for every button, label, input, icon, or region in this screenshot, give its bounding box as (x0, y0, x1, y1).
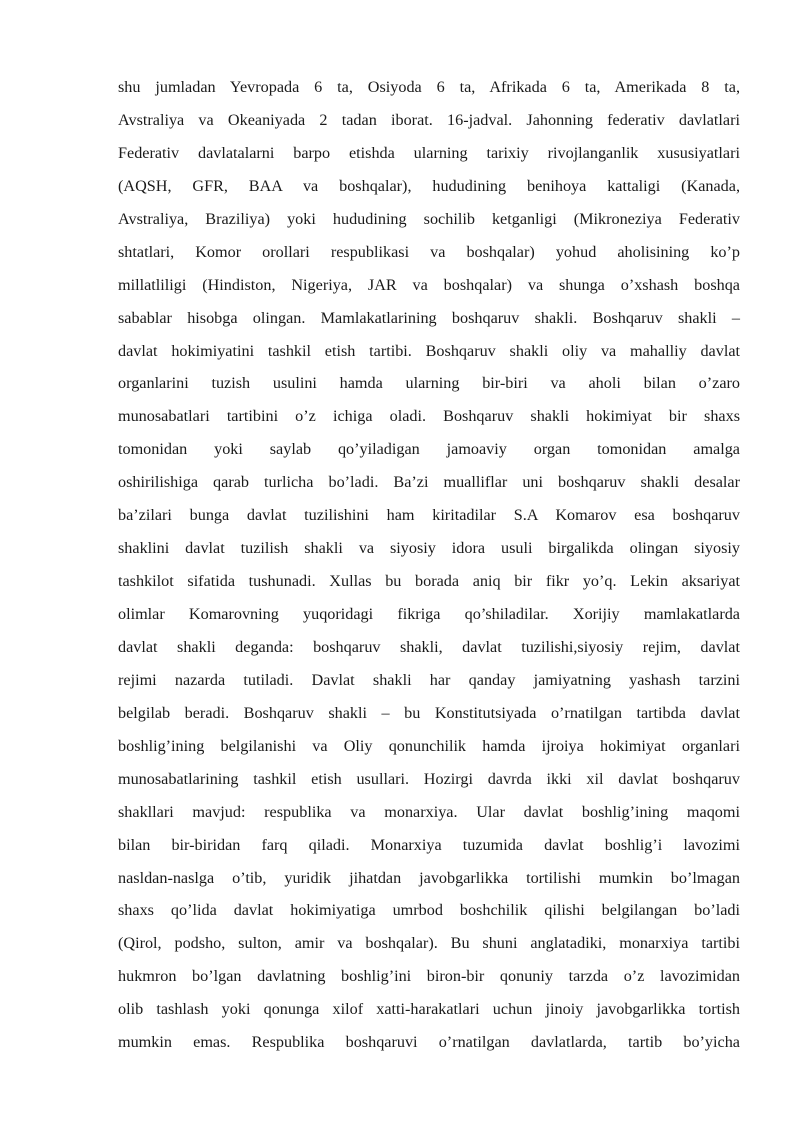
text-line: bilan bir-biridan farq qiladi. Monarxiya tuzumida davlat boshlig’i lavozimi (118, 835, 740, 854)
text-line: Avstraliya va Okeaniyada 2 tadan iborat. 16-jadval. Jahonning federativ davlatlari (118, 110, 740, 129)
text-line: mumkin emas. Respublika boshqaruvi o’rnatilgan davlatlarda, tartib bo’yicha (118, 1033, 740, 1052)
text-line: shtatlari, Komor orollari respublikasi va boshqalar) yohud aholisining ko’p (118, 242, 740, 261)
text-line: ba’zilari bunga davlat tuzilishini ham kiritadilar S.A Komarov esa boshqaruv (118, 506, 740, 525)
body-text (118, 71, 740, 1059)
text-line: shu jumladan Yevropada 6 ta, Osiyoda 6 ta, Afrikada 6 ta, Amerikada 8 ta, (118, 78, 740, 96)
text-line: (Qirol, podsho, sulton, amir va boshqalar). Bu shuni anglatadiki, monarxiya tartibi (118, 934, 740, 953)
text-line: shaklini davlat tuzilish shakli va siyosiy idora usuli birgalikda olingan siyosiy (118, 539, 740, 558)
text-line: olimlar Komarovning yuqoridagi fikriga qo’shiladilar. Xorijiy mamlakatlarda (118, 605, 740, 623)
text-line: tashkilot sifatida tushunadi. Xullas bu borada aniq bir fikr yo’q. Lekin aksariyat (118, 572, 740, 591)
text-line: organlarini tuzish usulini hamda ularning bir-biri va aholi bilan o’zaro (118, 374, 740, 393)
text-line: shaxs qo’lida davlat hokimiyatiga umrbod boshchilik qilishi belgilangan bo’ladi (118, 901, 740, 920)
text-line: boshlig’ining belgilanishi va Oliy qonunchilik hamda ijroiya hokimiyat organlari (118, 736, 740, 755)
text-line: nasldan-naslga o’tib, yuridik jihatdan javobgarlikka tortilishi mumkin bo’lmagan (118, 868, 740, 887)
text-line: shakllari mavjud: respublika va monarxiya. Ular davlat boshlig’ining maqomi (118, 802, 740, 821)
text-line: munosabatlarining tashkil etish usullari. Hozirgi davrda ikki xil davlat boshqaruv (118, 769, 740, 788)
text-line: Avstraliya, Braziliya) yoki hududining sochilib ketganligi (Mikroneziya Federativ (118, 209, 740, 228)
text-line: davlat shakli deganda: boshqaruv shakli, davlat tuzilishi,siyosiy rejim, davlat (118, 637, 740, 656)
text-line: munosabatlari tartibini o’z ichiga oladi. Boshqaruv shakli hokimiyat bir shaxs (118, 407, 740, 426)
text-line: tomonidan yoki saylab qo’yiladigan jamoaviy organ tomonidan amalga (118, 440, 740, 459)
text-line: davlat hokimiyatini tashkil etish tartibi. Boshqaruv shakli oliy va mahalliy davlat (118, 341, 740, 360)
text-line: sabablar hisobga olingan. Mamlakatlarining boshqaruv shakli. Boshqaruv shakli – (118, 308, 740, 327)
text-line: millatliligi (Hindiston, Nigeriya, JAR va boshqalar) va shunga o’xshash boshqa (118, 275, 740, 294)
text-line: rejimi nazarda tutiladi. Davlat shakli har qanday jamiyatning yashash tarzini (118, 670, 740, 689)
text-line: Federativ davlatalarni barpo etishda ularning tarixiy rivojlanganlik xususiyatlari (118, 143, 740, 162)
text-line: oshirilishiga qarab turlicha bo’ladi. Ba’zi mualliflar uni boshqaruv shakli desalar (118, 473, 740, 492)
text-line: (AQSH, GFR, BAA va boshqalar), hududining benihoya kattaligi (Kanada, (118, 176, 740, 195)
text-line: olib tashlash yoki qonunga xilof xatti-harakatlari uchun jinoiy javobgarlikka tortish (118, 1000, 740, 1019)
text-line: hukmron bo’lgan davlatning boshlig’ini biron-bir qonuniy tarzda o’z lavozimidan (118, 967, 740, 986)
text-line: belgilab beradi. Boshqaruv shakli – bu Konstitutsiyada o’rnatilgan tartibda davlat (118, 703, 740, 722)
